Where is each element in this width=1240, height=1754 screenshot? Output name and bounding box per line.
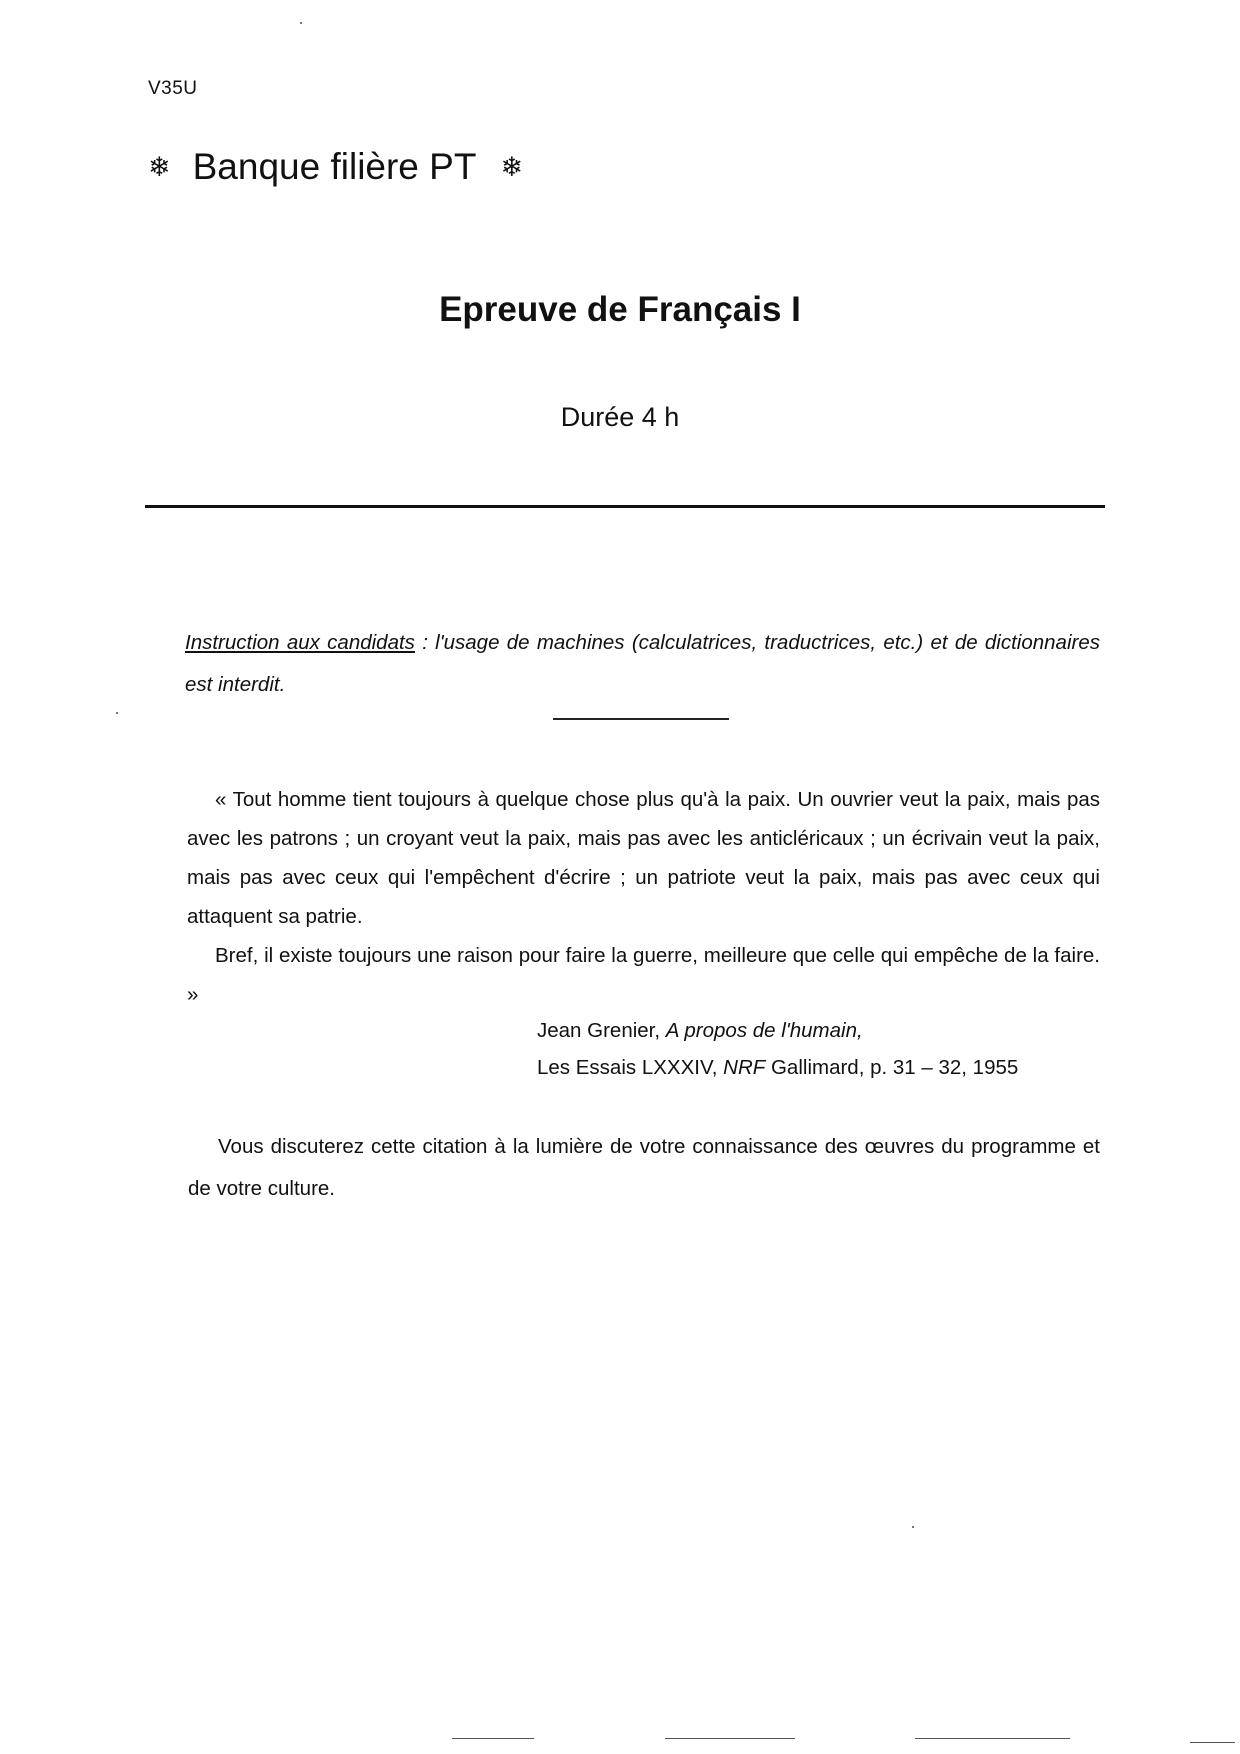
scan-speck [116, 712, 118, 714]
page-title: Epreuve de Français I [439, 290, 801, 329]
attribution-work: A propos de l'humain, [665, 1019, 863, 1042]
attribution-line [537, 1012, 1018, 1049]
scan-speck [912, 1526, 914, 1528]
attribution-author: Jean Grenier, [537, 1019, 661, 1042]
instruction-text: l'usage de machines (calculatrices, traductrices, etc.) et de dictionnaires est interdit. [185, 631, 1100, 696]
attribution-details: Gallimard, p. 31 – 32, 1955 [770, 1056, 1019, 1079]
candidate-instruction [185, 622, 1100, 706]
essay-prompt: Vous discuterez cette citation à la lumière de votre connaissance des œuvres du programme et de votre culture. [188, 1135, 1100, 1200]
attribution-publisher: NRF [723, 1056, 766, 1079]
quote-attribution [537, 1012, 1018, 1086]
section-divider [553, 718, 729, 720]
scan-mark [1190, 1742, 1235, 1743]
snowflake-icon: ❄ [148, 151, 171, 183]
scan-mark [915, 1738, 1070, 1739]
quotation [187, 780, 1100, 1014]
header-divider [145, 505, 1105, 508]
snowflake-icon: ❄ [500, 151, 524, 183]
quote-paragraph: Bref, il existe toujours une raison pour faire la guerre, meilleure que celle qui empêche de la faire. » [187, 944, 1100, 1006]
scan-speck [300, 22, 302, 24]
instruction-separator: : [414, 631, 436, 654]
quote-paragraph: « Tout homme tient toujours à quelque chose plus qu'à la paix. Un ouvrier veut la paix, mais pas avec les patrons ; un croyant veut la paix, mais pas avec les anticléricaux ; un écrivain veut la paix, mais pas avec ceux qui l'empêchent d'écrire ; un patriote veut la paix, mais pas avec ceux qui attaquent sa patrie. [187, 788, 1100, 928]
attribution-line [537, 1049, 1018, 1086]
scan-mark [452, 1738, 534, 1739]
exam-bank-banner [148, 146, 523, 188]
attribution-series: Les Essais LXXXIV, [537, 1056, 718, 1079]
scan-mark [665, 1738, 795, 1739]
instruction-label: Instruction aux candidats [185, 631, 415, 654]
exam-duration: Durée 4 h [560, 402, 680, 432]
exam-bank-name: Banque filière PT [192, 146, 477, 187]
document-code: V35U [148, 78, 198, 99]
